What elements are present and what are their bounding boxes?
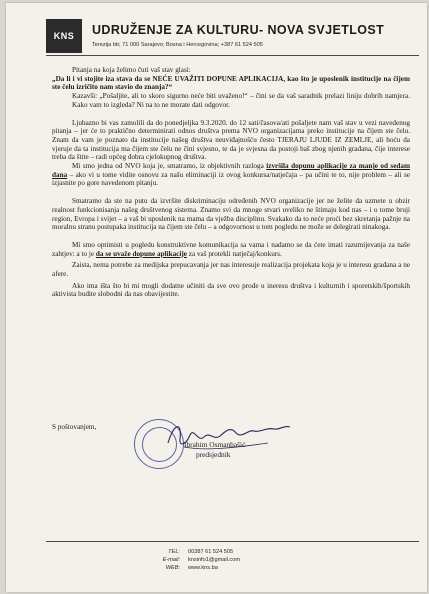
letter-body	[52, 66, 410, 299]
signatory-name: Ibrahim Osmanbašić	[184, 440, 246, 449]
web-label: WEB:	[165, 565, 180, 572]
email-label: E-mail:	[162, 557, 180, 564]
footer-divider	[46, 541, 419, 542]
footer-web-row	[136, 564, 240, 572]
paragraph-3: Smatramo da ste na putu da izvršite diskriminaciju određenih NVO organizacije jer ne želite da uzmete u obzir realnost funkcionisanja našeg društvenog sistema. Znamo svi da mnoge stvari uveliko ne štimaju kod nas – i o tome bruji region, Evropa i svijet – a vaš bi uposlenik na mama da vježba disciplinu. Svakako da to neće proći bez skretanja pažnje na moralnu stranu postupaka institucija na čijem ste čelu – a odgovornost u tom pogledu ne može se delegirati ninakoga.	[52, 197, 410, 232]
closing-greeting: S poštovanjem,	[52, 423, 97, 431]
paragraph-4	[52, 241, 410, 258]
signatory-title: predsjednik	[196, 450, 231, 459]
paragraph-2	[52, 162, 410, 188]
quote-paragraph: Kazavši: „Pošaljite, ali to skoro sigurno neće biti uvaženo!“ – čini se da vaš saradnik prelazi liniju dobrih namjera. Kako vam to izgleda? Ni na to ne morate dati odgovor.	[72, 92, 410, 109]
kns-logo	[46, 19, 82, 53]
tel-value: 00387 61 524 505	[188, 549, 234, 555]
tel-label: TEL:	[168, 549, 180, 555]
paragraph-2-text-a: Mi smo jedna od NVO koja je, smatramo, iz objektivnih razloga	[72, 162, 267, 171]
web-value: www.kns.ba	[188, 565, 218, 572]
main-question: „Da li i vi stojite iza stava da se NEĆE UVAŽITI DOPUNE APLIKACIJA, kao što je uposlenik institucije na čijem ste čelu izričito nam stavio do znanja?“	[52, 74, 410, 92]
paragraph-5: Zaista, nema potrebe za medijska prepucavanja jer nas interesuje realizacija projekata koja je u interesu građana a ne afere.	[52, 261, 410, 279]
footer-tel-row	[136, 548, 240, 556]
paragraph-1: Ljubazno bi vas zamolili da do ponedjeljka 9.3.2020. do 12 sati/časova/ati pošaljete nam vaš stav u vezi navedenog pitanja – jer će to praktično determinirati odnos društva prema NVO organizacijama preko institucije na čijem ste čelu. Znam da vam je poznato da institucije našeg društva neuviđajnošću često TJERAJU LJUDE IZ ZEMLJE, ali hoću da vjeruje da ta institucija ma čijem ste čelu ne čini svjesno, te da je svjesna da postoji baš zbog njenih građana, čije interese treba da štite – radi općeg dobra cjelokupnog društva.	[52, 118, 410, 162]
paragraph-6: Ako ima išta što bi mi mogli dodatne učiniti da sve ovo prođe u ineresu društva i kulturnih i sporetskih/športskih aktivista budite slobodni da nas obavijestite.	[52, 281, 410, 299]
paragraph-4-text-a: Mi smo optimisti u pogledu konstruktivne komunikacija sa vama i nadamo se da ćete imati razumijevanja za naše zahtjev: a to je	[52, 240, 410, 258]
organization-address: Terezija bb; 71 000 Sarajevo; Bosna i Hercegovina; +387 61 524 505	[92, 42, 263, 48]
footer-email-row	[136, 556, 240, 564]
paragraph-4-highlight: da se uvaže dopune aplikacije	[95, 249, 187, 258]
header-divider	[46, 55, 419, 56]
paragraph-4-text-b: za vaš protekli natječaj/konkurs.	[186, 249, 282, 258]
letter-page	[6, 3, 427, 592]
footer-contacts	[136, 548, 240, 573]
paragraph-2-highlight: izvršila dopunu aplikacije za manje od sedam dana	[52, 162, 410, 179]
intro-line: Pitanja na koja želimo čuti vaš stav glasi:	[72, 66, 191, 74]
paragraph-2-text-b: – ako vi u tome vidite osnovu za našu eliminaciji iz ovog konkursa/natječaja – pa učini te to, nije problem – ali se izjasnite po gore navedenom pitanju.	[52, 170, 410, 188]
organization-name: UDRUŽENJE ZA KULTURU- NOVA SVJETLOST	[92, 23, 385, 37]
email-value: knsinfo1@gmail.com	[188, 557, 241, 564]
logo-text: KNS	[53, 31, 75, 41]
